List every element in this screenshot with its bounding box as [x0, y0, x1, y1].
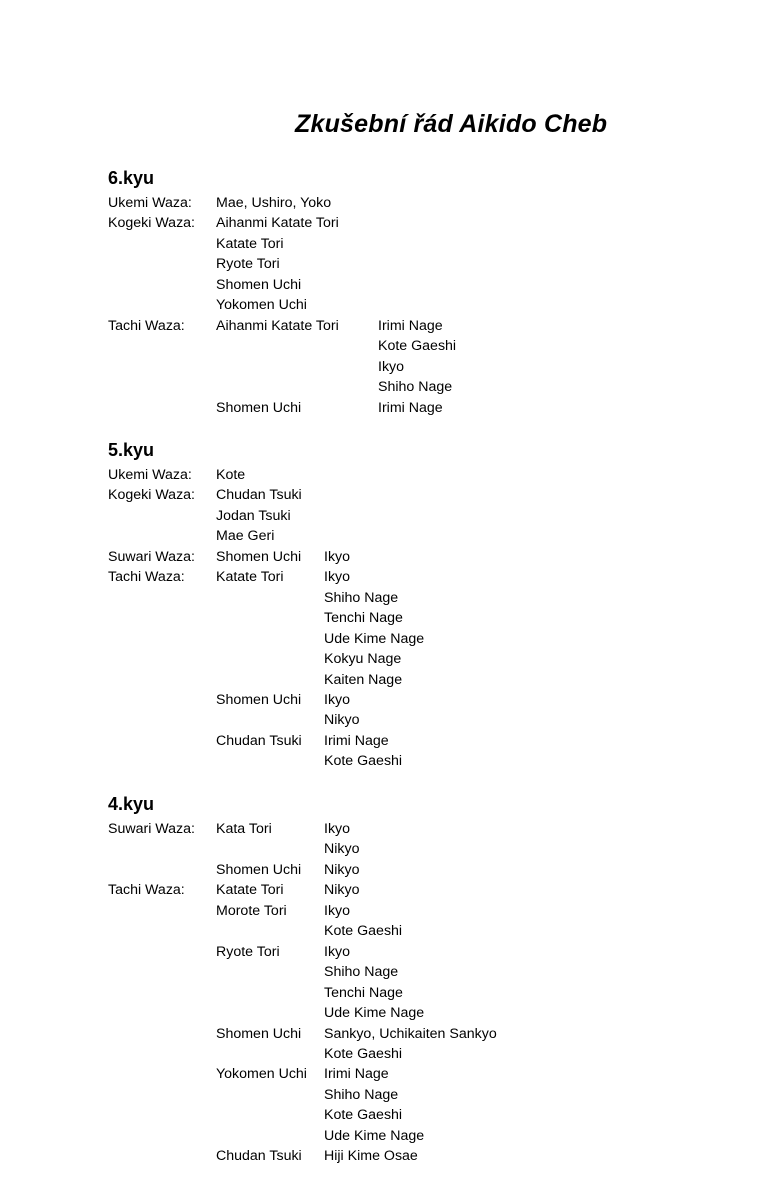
technique-label: Kote Gaeshi	[324, 1107, 403, 1124]
technique-label: Ude Kime Nage	[324, 1005, 425, 1022]
technique-label: Ikyo	[378, 358, 405, 375]
technique-label: Ikyo	[324, 548, 351, 565]
technique-row	[0, 942, 768, 962]
attack-label: Katate Tori	[216, 882, 284, 899]
technique-row	[0, 275, 768, 295]
attack-label: Ryote Tori	[216, 943, 280, 960]
technique-row	[0, 921, 768, 941]
kyu-heading: 5.kyu	[108, 440, 155, 460]
technique-label: Shiho Nage	[324, 1086, 399, 1103]
technique-row	[0, 588, 768, 608]
attack-label: Chudan Tsuki	[216, 1148, 302, 1165]
technique-label: Kaiten Nage	[324, 671, 403, 688]
technique-label: Ude Kime Nage	[324, 630, 425, 647]
technique-label: Kokyu Nage	[324, 651, 402, 668]
technique-row	[0, 357, 768, 377]
attack-label: Chudan Tsuki	[216, 732, 302, 749]
technique-row	[0, 962, 768, 982]
attack-label: Shomen Uchi	[216, 861, 302, 878]
technique-row	[0, 629, 768, 649]
attack-label: Yokomen Uchi	[216, 1066, 307, 1083]
technique-label: Shiho Nage	[324, 964, 399, 981]
technique-label: Tenchi Nage	[324, 610, 403, 627]
page-title: Zkušební řád Aikido Cheb	[295, 110, 608, 138]
category-label: Tachi Waza:	[108, 317, 185, 334]
technique-label: Shiho Nage	[324, 589, 399, 606]
technique-row	[0, 234, 768, 254]
technique-label: Hiji Kime Osae	[324, 1148, 418, 1165]
attack-label: Kote	[216, 467, 246, 483]
technique-label: Ikyo	[324, 943, 351, 960]
technique-label: Irimi Nage	[378, 399, 443, 416]
category-label: Tachi Waza:	[108, 882, 185, 899]
technique-label: Ikyo	[324, 569, 351, 586]
technique-row	[0, 839, 768, 859]
technique-label: Kote Gaeshi	[324, 753, 403, 770]
technique-row	[0, 649, 768, 669]
technique-label: Kote Gaeshi	[378, 338, 457, 355]
technique-label: Nikyo	[324, 712, 360, 729]
category-label: Tachi Waza:	[108, 569, 185, 586]
technique-row	[0, 526, 768, 546]
attack-label: Katate Tori	[216, 235, 284, 252]
technique-label: Irimi Nage	[378, 317, 443, 334]
technique-row	[0, 690, 768, 710]
kyu-heading: 4.kyu	[108, 794, 155, 814]
technique-label: Irimi Nage	[324, 732, 389, 749]
technique-label: Kote Gaeshi	[324, 923, 403, 940]
attack-label: Shomen Uchi	[216, 1025, 302, 1042]
technique-row	[0, 819, 768, 839]
attack-label: Jodan Tsuki	[216, 507, 291, 524]
technique-row	[0, 316, 768, 336]
technique-row	[0, 608, 768, 628]
technique-row	[0, 465, 768, 485]
technique-row	[0, 860, 768, 880]
kyu-heading: 6.kyu	[108, 168, 155, 188]
technique-label: Tenchi Nage	[324, 984, 403, 1001]
technique-row	[0, 295, 768, 315]
technique-row	[0, 1064, 768, 1084]
technique-row	[0, 1085, 768, 1105]
technique-row	[0, 1044, 768, 1064]
technique-row	[0, 485, 768, 505]
technique-row	[0, 213, 768, 233]
technique-row	[0, 254, 768, 274]
technique-row	[0, 567, 768, 587]
technique-label: Ikyo	[324, 821, 351, 837]
attack-label: Shomen Uchi	[216, 276, 302, 293]
technique-label: Shiho Nage	[378, 379, 453, 396]
technique-row	[0, 880, 768, 900]
category-label: Kogeki Waza:	[108, 487, 196, 504]
technique-label: Nikyo	[324, 882, 360, 899]
technique-row	[0, 398, 768, 418]
technique-row	[0, 336, 768, 356]
technique-row	[0, 670, 768, 690]
technique-row	[0, 751, 768, 771]
category-label: Ukemi Waza:	[108, 195, 192, 211]
technique-label: Nikyo	[324, 861, 360, 878]
technique-label: Ude Kime Nage	[324, 1127, 425, 1144]
technique-row	[0, 901, 768, 921]
technique-row	[0, 1126, 768, 1146]
technique-row	[0, 731, 768, 751]
technique-row	[0, 377, 768, 397]
technique-row	[0, 710, 768, 730]
attack-label: Yokomen Uchi	[216, 297, 307, 314]
technique-row	[0, 547, 768, 567]
attack-label: Chudan Tsuki	[216, 487, 302, 504]
category-label: Suwari Waza:	[108, 548, 195, 565]
technique-row	[0, 1146, 768, 1166]
technique-label: Ikyo	[324, 691, 351, 708]
attack-label: Katate Tori	[216, 569, 284, 586]
technique-row	[0, 1024, 768, 1044]
technique-label: Kote Gaeshi	[324, 1045, 403, 1062]
attack-label: Mae, Ushiro, Yoko	[216, 195, 332, 211]
attack-label: Shomen Uchi	[216, 691, 302, 708]
technique-label: Irimi Nage	[324, 1066, 389, 1083]
technique-row	[0, 983, 768, 1003]
technique-label: Ikyo	[324, 902, 351, 919]
technique-row	[0, 506, 768, 526]
technique-row	[0, 193, 768, 213]
attack-label: Aihanmi Katate Tori	[216, 215, 339, 232]
category-label: Kogeki Waza:	[108, 215, 196, 232]
technique-row	[0, 1105, 768, 1125]
attack-label: Aihanmi Katate Tori	[216, 317, 339, 334]
attack-label: Mae Geri	[216, 528, 275, 545]
attack-label: Shomen Uchi	[216, 399, 302, 416]
attack-label: Ryote Tori	[216, 256, 280, 273]
attack-label: Shomen Uchi	[216, 548, 302, 565]
category-label: Suwari Waza:	[108, 821, 195, 837]
category-label: Ukemi Waza:	[108, 467, 192, 483]
attack-label: Morote Tori	[216, 902, 287, 919]
technique-label: Nikyo	[324, 841, 360, 858]
technique-label: Sankyo, Uchikaiten Sankyo	[324, 1025, 497, 1042]
attack-label: Kata Tori	[216, 821, 272, 837]
technique-row	[0, 1003, 768, 1023]
